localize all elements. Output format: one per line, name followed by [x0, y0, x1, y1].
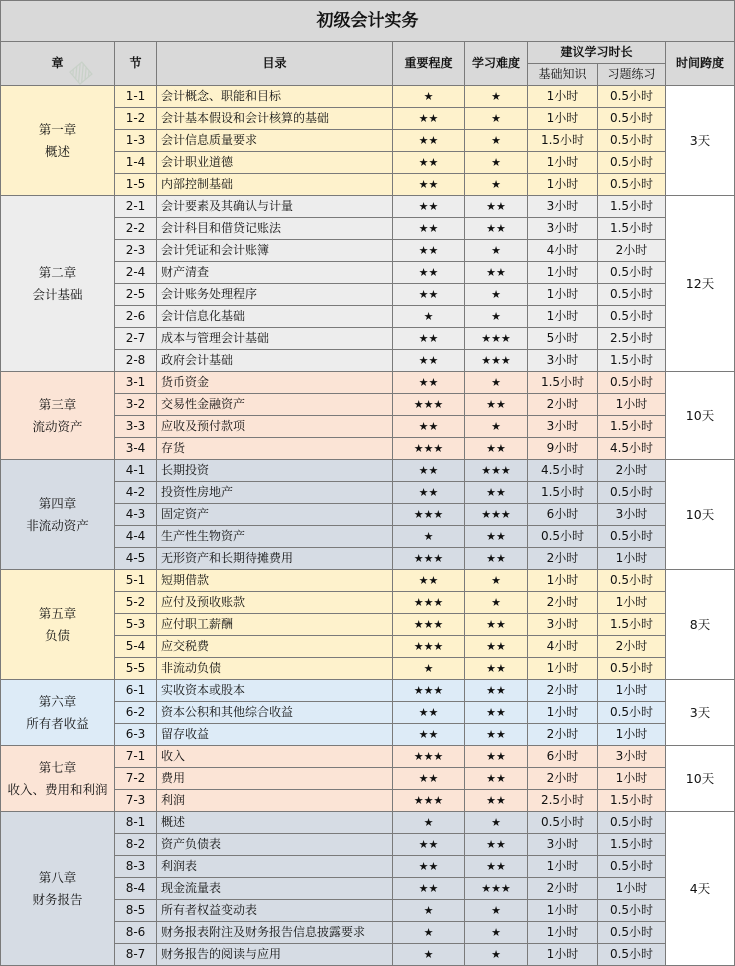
section-topic: 应付职工薪酬: [157, 614, 393, 636]
chapter-subtitle: 收入、费用和利润: [7, 781, 108, 797]
section-topic: 内部控制基础: [157, 174, 393, 196]
exercise-hours: 1.5小时: [598, 834, 666, 856]
exercise-hours: 1.5小时: [598, 350, 666, 372]
exercise-hours: 0.5小时: [598, 482, 666, 504]
difficulty-rating: ★★: [465, 614, 528, 636]
basic-knowledge-hours: 1小时: [528, 702, 598, 724]
section-topic: 应收及预付款项: [157, 416, 393, 438]
section-number: 7-2: [115, 768, 157, 790]
table-row: [1, 460, 735, 482]
section-number: 8-5: [115, 900, 157, 922]
section-topic: 非流动负债: [157, 658, 393, 680]
importance-rating: ★★: [393, 130, 465, 152]
chapter-name: 第七章: [38, 759, 77, 775]
exercise-hours: 3小时: [598, 746, 666, 768]
difficulty-rating: ★: [465, 284, 528, 306]
section-topic: 留存收益: [157, 724, 393, 746]
basic-knowledge-hours: 3小时: [528, 350, 598, 372]
chapter-cell: [1, 460, 115, 570]
difficulty-rating: ★: [465, 152, 528, 174]
exercise-hours: 1.5小时: [598, 614, 666, 636]
section-number: 8-7: [115, 944, 157, 966]
basic-knowledge-hours: 0.5小时: [528, 812, 598, 834]
section-number: 6-2: [115, 702, 157, 724]
table-row: [1, 570, 735, 592]
exercise-hours: 3小时: [598, 504, 666, 526]
importance-rating: ★★★: [393, 636, 465, 658]
header-chapter: 章: [1, 42, 115, 86]
exercise-hours: 0.5小时: [598, 262, 666, 284]
section-topic: 资产负债表: [157, 834, 393, 856]
header-basic-knowledge: 基础知识: [528, 64, 598, 86]
table-row: [1, 372, 735, 394]
section-number: 3-1: [115, 372, 157, 394]
chapter-subtitle: 流动资产: [32, 418, 83, 434]
difficulty-rating: ★: [465, 416, 528, 438]
table-row: [1, 746, 735, 768]
difficulty-rating: ★: [465, 306, 528, 328]
section-topic: 利润: [157, 790, 393, 812]
basic-knowledge-hours: 1.5小时: [528, 482, 598, 504]
header-exercise: 习题练习: [598, 64, 666, 86]
section-number: 4-4: [115, 526, 157, 548]
section-number: 8-4: [115, 878, 157, 900]
section-topic: 生产性生物资产: [157, 526, 393, 548]
section-number: 6-1: [115, 680, 157, 702]
basic-knowledge-hours: 6小时: [528, 746, 598, 768]
difficulty-rating: ★: [465, 944, 528, 966]
chapter-subtitle: 财务报告: [32, 891, 83, 907]
section-topic: 会计概念、职能和目标: [157, 86, 393, 108]
basic-knowledge-hours: 4小时: [528, 240, 598, 262]
importance-rating: ★★★: [393, 394, 465, 416]
section-number: 2-3: [115, 240, 157, 262]
importance-rating: ★★: [393, 570, 465, 592]
section-number: 4-5: [115, 548, 157, 570]
basic-knowledge-hours: 3小时: [528, 614, 598, 636]
difficulty-rating: ★★★: [465, 328, 528, 350]
importance-rating: ★: [393, 658, 465, 680]
importance-rating: ★★: [393, 460, 465, 482]
section-topic: 存货: [157, 438, 393, 460]
exercise-hours: 1小时: [598, 548, 666, 570]
table-row: [1, 812, 735, 834]
importance-rating: ★★: [393, 482, 465, 504]
basic-knowledge-hours: 3小时: [528, 416, 598, 438]
importance-rating: ★★: [393, 152, 465, 174]
exercise-hours: 0.5小时: [598, 922, 666, 944]
section-number: 8-2: [115, 834, 157, 856]
difficulty-rating: ★★: [465, 548, 528, 570]
difficulty-rating: ★★: [465, 834, 528, 856]
section-topic: 利润表: [157, 856, 393, 878]
importance-rating: ★★: [393, 218, 465, 240]
basic-knowledge-hours: 2.5小时: [528, 790, 598, 812]
section-topic: 会计职业道德: [157, 152, 393, 174]
difficulty-rating: ★★: [465, 482, 528, 504]
difficulty-rating: ★★: [465, 636, 528, 658]
basic-knowledge-hours: 4.5小时: [528, 460, 598, 482]
section-number: 8-6: [115, 922, 157, 944]
section-topic: 现金流量表: [157, 878, 393, 900]
section-number: 5-3: [115, 614, 157, 636]
importance-rating: ★: [393, 900, 465, 922]
section-topic: 实收资本或股本: [157, 680, 393, 702]
section-topic: 财产清查: [157, 262, 393, 284]
exercise-hours: 1.5小时: [598, 218, 666, 240]
section-topic: 概述: [157, 812, 393, 834]
section-number: 2-1: [115, 196, 157, 218]
basic-knowledge-hours: 2小时: [528, 592, 598, 614]
difficulty-rating: ★★: [465, 218, 528, 240]
section-number: 2-2: [115, 218, 157, 240]
difficulty-rating: ★: [465, 86, 528, 108]
difficulty-rating: ★: [465, 130, 528, 152]
time-span: 3天: [666, 86, 735, 196]
importance-rating: ★★: [393, 768, 465, 790]
basic-knowledge-hours: 5小时: [528, 328, 598, 350]
section-topic: 无形资产和长期待摊费用: [157, 548, 393, 570]
basic-knowledge-hours: 2小时: [528, 768, 598, 790]
importance-rating: ★★★: [393, 746, 465, 768]
exercise-hours: 0.5小时: [598, 658, 666, 680]
header-importance: 重要程度: [393, 42, 465, 86]
exercise-hours: 2小时: [598, 240, 666, 262]
time-span: 10天: [666, 372, 735, 460]
section-topic: 会计凭证和会计账簿: [157, 240, 393, 262]
difficulty-rating: ★★: [465, 196, 528, 218]
importance-rating: ★★★: [393, 504, 465, 526]
difficulty-rating: ★★★: [465, 350, 528, 372]
basic-knowledge-hours: 2小时: [528, 680, 598, 702]
basic-knowledge-hours: 1小时: [528, 570, 598, 592]
exercise-hours: 0.5小时: [598, 526, 666, 548]
header-catalog: 目录: [157, 42, 393, 86]
section-number: 2-4: [115, 262, 157, 284]
difficulty-rating: ★: [465, 922, 528, 944]
difficulty-rating: ★★: [465, 438, 528, 460]
importance-rating: ★★★: [393, 548, 465, 570]
basic-knowledge-hours: 4小时: [528, 636, 598, 658]
section-number: 1-3: [115, 130, 157, 152]
difficulty-rating: ★: [465, 240, 528, 262]
chapter-cell: [1, 86, 115, 196]
chapter-name: 第四章: [38, 495, 77, 511]
difficulty-rating: ★★★: [465, 460, 528, 482]
basic-knowledge-hours: 3小时: [528, 218, 598, 240]
section-topic: 交易性金融资产: [157, 394, 393, 416]
importance-rating: ★★: [393, 416, 465, 438]
exercise-hours: 1.5小时: [598, 416, 666, 438]
difficulty-rating: ★★: [465, 262, 528, 284]
basic-knowledge-hours: 0.5小时: [528, 526, 598, 548]
chapter-name: 第一章: [38, 121, 77, 137]
chapter-subtitle: 非流动资产: [26, 517, 89, 533]
chapter-subtitle: 会计基础: [32, 286, 83, 302]
difficulty-rating: ★: [465, 372, 528, 394]
section-number: 6-3: [115, 724, 157, 746]
section-topic: 收入: [157, 746, 393, 768]
section-number: 8-3: [115, 856, 157, 878]
table-row: [1, 680, 735, 702]
basic-knowledge-hours: 2小时: [528, 878, 598, 900]
time-span: 10天: [666, 746, 735, 812]
exercise-hours: 0.5小时: [598, 108, 666, 130]
chapter-name: 第五章: [38, 605, 77, 621]
basic-knowledge-hours: 6小时: [528, 504, 598, 526]
importance-rating: ★★: [393, 284, 465, 306]
difficulty-rating: ★★: [465, 680, 528, 702]
exercise-hours: 1小时: [598, 878, 666, 900]
exercise-hours: 1.5小时: [598, 790, 666, 812]
header-difficulty: 学习难度: [465, 42, 528, 86]
importance-rating: ★★: [393, 724, 465, 746]
importance-rating: ★: [393, 812, 465, 834]
exercise-hours: 1小时: [598, 724, 666, 746]
exercise-hours: 2.5小时: [598, 328, 666, 350]
exercise-hours: 0.5小时: [598, 130, 666, 152]
difficulty-rating: ★: [465, 900, 528, 922]
chapter-cell: [1, 196, 115, 372]
section-number: 2-6: [115, 306, 157, 328]
section-number: 4-1: [115, 460, 157, 482]
section-topic: 长期投资: [157, 460, 393, 482]
importance-rating: ★★★: [393, 680, 465, 702]
chapter-name: 第二章: [38, 264, 77, 280]
chapter-subtitle: 概述: [44, 143, 70, 159]
basic-knowledge-hours: 1小时: [528, 944, 598, 966]
basic-knowledge-hours: 2小时: [528, 724, 598, 746]
chapter-cell: [1, 746, 115, 812]
chapter-cell: [1, 812, 115, 966]
difficulty-rating: ★★: [465, 658, 528, 680]
chapter-cell: [1, 372, 115, 460]
section-number: 2-5: [115, 284, 157, 306]
importance-rating: ★★: [393, 108, 465, 130]
exercise-hours: 0.5小时: [598, 570, 666, 592]
section-topic: 成本与管理会计基础: [157, 328, 393, 350]
basic-knowledge-hours: 1小时: [528, 152, 598, 174]
exercise-hours: 1.5小时: [598, 196, 666, 218]
section-number: 5-2: [115, 592, 157, 614]
header-time-span: 时间跨度: [666, 42, 735, 86]
exercise-hours: 1小时: [598, 394, 666, 416]
difficulty-rating: ★★★: [465, 878, 528, 900]
basic-knowledge-hours: 1小时: [528, 306, 598, 328]
importance-rating: ★★: [393, 174, 465, 196]
importance-rating: ★★: [393, 350, 465, 372]
difficulty-rating: ★★: [465, 724, 528, 746]
section-topic: 固定资产: [157, 504, 393, 526]
header-suggested-duration: 建议学习时长: [528, 42, 666, 64]
section-topic: 会计信息质量要求: [157, 130, 393, 152]
section-number: 4-2: [115, 482, 157, 504]
header-section: 节: [115, 42, 157, 86]
section-topic: 财务报表附注及财务报告信息披露要求: [157, 922, 393, 944]
section-number: 7-3: [115, 790, 157, 812]
importance-rating: ★★: [393, 856, 465, 878]
section-number: 5-1: [115, 570, 157, 592]
exercise-hours: 0.5小时: [598, 702, 666, 724]
section-topic: 会计基本假设和会计核算的基础: [157, 108, 393, 130]
importance-rating: ★★: [393, 878, 465, 900]
importance-rating: ★: [393, 306, 465, 328]
basic-knowledge-hours: 1小时: [528, 922, 598, 944]
section-number: 3-4: [115, 438, 157, 460]
basic-knowledge-hours: 1小时: [528, 900, 598, 922]
importance-rating: ★★: [393, 834, 465, 856]
table-row: [1, 86, 735, 108]
chapter-subtitle: 负债: [44, 627, 70, 643]
exercise-hours: 0.5小时: [598, 812, 666, 834]
difficulty-rating: ★★: [465, 746, 528, 768]
section-number: 1-5: [115, 174, 157, 196]
difficulty-rating: ★★: [465, 790, 528, 812]
chapter-cell: [1, 570, 115, 680]
section-topic: 应付及预收账款: [157, 592, 393, 614]
section-topic: 会计账务处理程序: [157, 284, 393, 306]
section-topic: 货币资金: [157, 372, 393, 394]
time-span: 10天: [666, 460, 735, 570]
difficulty-rating: ★★: [465, 526, 528, 548]
table-title: 初级会计实务: [1, 1, 735, 42]
basic-knowledge-hours: 1小时: [528, 174, 598, 196]
basic-knowledge-hours: 1.5小时: [528, 372, 598, 394]
basic-knowledge-hours: 1小时: [528, 86, 598, 108]
section-topic: 投资性房地产: [157, 482, 393, 504]
difficulty-rating: ★: [465, 174, 528, 196]
time-span: 8天: [666, 570, 735, 680]
time-span: 3天: [666, 680, 735, 746]
basic-knowledge-hours: 1小时: [528, 108, 598, 130]
basic-knowledge-hours: 1小时: [528, 284, 598, 306]
section-number: 2-7: [115, 328, 157, 350]
exercise-hours: 2小时: [598, 460, 666, 482]
exercise-hours: 0.5小时: [598, 856, 666, 878]
chapter-cell: [1, 680, 115, 746]
section-number: 1-2: [115, 108, 157, 130]
section-number: 3-3: [115, 416, 157, 438]
exercise-hours: 0.5小时: [598, 152, 666, 174]
exercise-hours: 1小时: [598, 592, 666, 614]
basic-knowledge-hours: 2小时: [528, 548, 598, 570]
exercise-hours: 1小时: [598, 680, 666, 702]
basic-knowledge-hours: 3小时: [528, 834, 598, 856]
chapter-name: 第六章: [38, 693, 77, 709]
section-number: 1-4: [115, 152, 157, 174]
exercise-hours: 0.5小时: [598, 174, 666, 196]
importance-rating: ★: [393, 922, 465, 944]
section-topic: 会计信息化基础: [157, 306, 393, 328]
time-span: 4天: [666, 812, 735, 966]
section-topic: 会计要素及其确认与计量: [157, 196, 393, 218]
exercise-hours: 2小时: [598, 636, 666, 658]
exercise-hours: 0.5小时: [598, 900, 666, 922]
section-number: 2-8: [115, 350, 157, 372]
importance-rating: ★: [393, 944, 465, 966]
importance-rating: ★★★: [393, 790, 465, 812]
section-number: 8-1: [115, 812, 157, 834]
difficulty-rating: ★★: [465, 768, 528, 790]
basic-knowledge-hours: 1小时: [528, 262, 598, 284]
exercise-hours: 1小时: [598, 768, 666, 790]
importance-rating: ★★★: [393, 592, 465, 614]
exercise-hours: 0.5小时: [598, 944, 666, 966]
section-number: 1-1: [115, 86, 157, 108]
difficulty-rating: ★: [465, 108, 528, 130]
difficulty-rating: ★★: [465, 702, 528, 724]
section-number: 4-3: [115, 504, 157, 526]
section-topic: 所有者权益变动表: [157, 900, 393, 922]
section-topic: 资本公积和其他综合收益: [157, 702, 393, 724]
section-number: 3-2: [115, 394, 157, 416]
difficulty-rating: ★: [465, 592, 528, 614]
importance-rating: ★: [393, 86, 465, 108]
basic-knowledge-hours: 3小时: [528, 196, 598, 218]
section-number: 5-4: [115, 636, 157, 658]
importance-rating: ★★: [393, 240, 465, 262]
table-body: [1, 86, 735, 966]
section-topic: 应交税费: [157, 636, 393, 658]
basic-knowledge-hours: 2小时: [528, 394, 598, 416]
chapter-name: 第三章: [38, 396, 77, 412]
basic-knowledge-hours: 1小时: [528, 856, 598, 878]
importance-rating: ★★: [393, 196, 465, 218]
difficulty-rating: ★★: [465, 856, 528, 878]
importance-rating: ★★★: [393, 614, 465, 636]
importance-rating: ★: [393, 526, 465, 548]
importance-rating: ★★: [393, 372, 465, 394]
section-topic: 政府会计基础: [157, 350, 393, 372]
time-span: 12天: [666, 196, 735, 372]
exercise-hours: 4.5小时: [598, 438, 666, 460]
chapter-subtitle: 所有者收益: [26, 715, 89, 731]
exercise-hours: 0.5小时: [598, 372, 666, 394]
table-row: [1, 196, 735, 218]
section-topic: 费用: [157, 768, 393, 790]
difficulty-rating: ★★★: [465, 504, 528, 526]
basic-knowledge-hours: 1.5小时: [528, 130, 598, 152]
exercise-hours: 0.5小时: [598, 284, 666, 306]
importance-rating: ★★: [393, 702, 465, 724]
difficulty-rating: ★★: [465, 394, 528, 416]
importance-rating: ★★: [393, 262, 465, 284]
difficulty-rating: ★: [465, 570, 528, 592]
importance-rating: ★★★: [393, 438, 465, 460]
basic-knowledge-hours: 9小时: [528, 438, 598, 460]
exercise-hours: 0.5小时: [598, 86, 666, 108]
importance-rating: ★★: [393, 328, 465, 350]
section-number: 5-5: [115, 658, 157, 680]
section-topic: 短期借款: [157, 570, 393, 592]
chapter-name: 第八章: [38, 869, 77, 885]
section-number: 7-1: [115, 746, 157, 768]
basic-knowledge-hours: 1小时: [528, 658, 598, 680]
difficulty-rating: ★: [465, 812, 528, 834]
section-topic: 会计科目和借贷记账法: [157, 218, 393, 240]
section-topic: 财务报告的阅读与应用: [157, 944, 393, 966]
exercise-hours: 0.5小时: [598, 306, 666, 328]
